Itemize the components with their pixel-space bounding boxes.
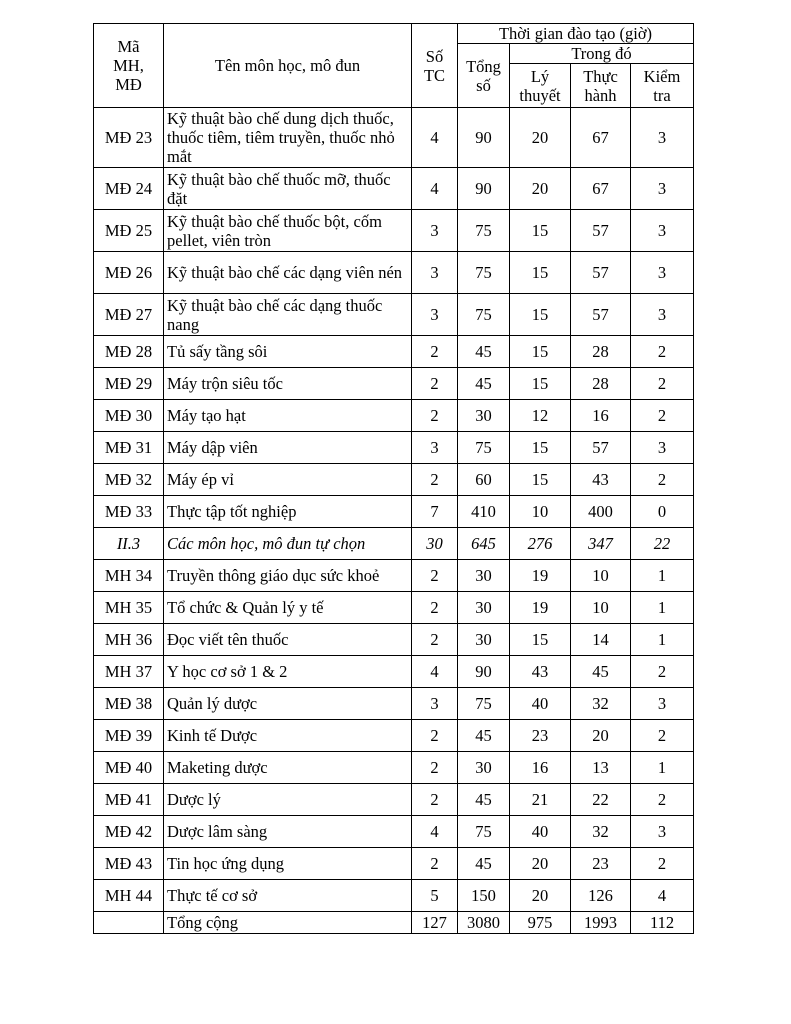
row-total: 30 <box>458 752 510 784</box>
row-exam: 2 <box>631 464 694 496</box>
row-theory: 20 <box>510 880 571 912</box>
row-practice: 57 <box>571 210 631 252</box>
table-header <box>94 24 694 108</box>
row-name: Quản lý dược <box>164 688 412 720</box>
row-practice: 22 <box>571 784 631 816</box>
row-code: MĐ 23 <box>94 108 164 168</box>
row-practice: 57 <box>571 252 631 294</box>
row-theory: 20 <box>510 108 571 168</box>
row-total: 45 <box>458 720 510 752</box>
row-practice: 32 <box>571 688 631 720</box>
table-row <box>94 880 694 912</box>
table-row <box>94 752 694 784</box>
row-total: 45 <box>458 784 510 816</box>
row-practice: 13 <box>571 752 631 784</box>
row-theory: 16 <box>510 752 571 784</box>
row-total: 75 <box>458 210 510 252</box>
row-code: MĐ 38 <box>94 688 164 720</box>
row-practice: 400 <box>571 496 631 528</box>
row-code <box>94 912 164 934</box>
row-theory: 40 <box>510 688 571 720</box>
row-theory: 21 <box>510 784 571 816</box>
row-total: 30 <box>458 400 510 432</box>
row-credits: 2 <box>412 752 458 784</box>
row-theory: 10 <box>510 496 571 528</box>
row-practice: 1993 <box>571 912 631 934</box>
table-row <box>94 464 694 496</box>
row-code: MĐ 30 <box>94 400 164 432</box>
row-practice: 28 <box>571 336 631 368</box>
row-theory: 43 <box>510 656 571 688</box>
row-exam: 3 <box>631 816 694 848</box>
row-code: MĐ 25 <box>94 210 164 252</box>
row-practice: 45 <box>571 656 631 688</box>
row-name: Kinh tế Dược <box>164 720 412 752</box>
row-total: 30 <box>458 560 510 592</box>
row-credits: 3 <box>412 252 458 294</box>
row-name: Máy ép vỉ <box>164 464 412 496</box>
row-theory: 19 <box>510 560 571 592</box>
row-code: MĐ 40 <box>94 752 164 784</box>
row-total: 45 <box>458 368 510 400</box>
row-total: 75 <box>458 294 510 336</box>
row-name: Dược lâm sàng <box>164 816 412 848</box>
row-credits: 3 <box>412 294 458 336</box>
row-credits: 4 <box>412 816 458 848</box>
row-code: MH 34 <box>94 560 164 592</box>
row-credits: 2 <box>412 368 458 400</box>
table-row <box>94 336 694 368</box>
row-code: MĐ 27 <box>94 294 164 336</box>
row-name: Tổ chức & Quản lý y tế <box>164 592 412 624</box>
row-exam: 0 <box>631 496 694 528</box>
table-row <box>94 560 694 592</box>
row-exam: 2 <box>631 848 694 880</box>
row-credits: 4 <box>412 168 458 210</box>
row-practice: 43 <box>571 464 631 496</box>
row-exam: 3 <box>631 688 694 720</box>
row-theory: 20 <box>510 848 571 880</box>
row-name: Kỹ thuật bào chế thuốc bột, cốm pellet, viên tròn <box>164 210 412 252</box>
table-row <box>94 432 694 464</box>
header-credits: Số TC <box>412 24 458 108</box>
row-credits: 2 <box>412 784 458 816</box>
table-row <box>94 848 694 880</box>
row-exam: 3 <box>631 168 694 210</box>
row-total: 45 <box>458 336 510 368</box>
row-exam: 2 <box>631 720 694 752</box>
table-row <box>94 368 694 400</box>
row-theory: 15 <box>510 368 571 400</box>
row-total: 60 <box>458 464 510 496</box>
row-credits: 2 <box>412 720 458 752</box>
table-row <box>94 400 694 432</box>
curriculum-table <box>93 23 694 934</box>
row-name: Máy dập viên <box>164 432 412 464</box>
row-credits: 30 <box>412 528 458 560</box>
header-breakdown: Trong đó <box>510 44 694 64</box>
table-row <box>94 168 694 210</box>
row-credits: 7 <box>412 496 458 528</box>
row-total: 45 <box>458 848 510 880</box>
row-code: MĐ 33 <box>94 496 164 528</box>
row-practice: 28 <box>571 368 631 400</box>
row-exam: 1 <box>631 624 694 656</box>
row-total: 30 <box>458 592 510 624</box>
row-practice: 57 <box>571 432 631 464</box>
row-code: MH 44 <box>94 880 164 912</box>
table-row <box>94 688 694 720</box>
row-code: MĐ 26 <box>94 252 164 294</box>
row-theory: 23 <box>510 720 571 752</box>
row-name: Thực tập tốt nghiệp <box>164 496 412 528</box>
row-exam: 112 <box>631 912 694 934</box>
row-exam: 2 <box>631 784 694 816</box>
row-practice: 67 <box>571 168 631 210</box>
row-theory: 40 <box>510 816 571 848</box>
row-total: 75 <box>458 816 510 848</box>
row-total: 645 <box>458 528 510 560</box>
row-exam: 2 <box>631 336 694 368</box>
row-name: Tổng cộng <box>164 912 412 934</box>
row-code: MĐ 43 <box>94 848 164 880</box>
row-credits: 2 <box>412 848 458 880</box>
row-practice: 20 <box>571 720 631 752</box>
row-theory: 19 <box>510 592 571 624</box>
row-exam: 1 <box>631 592 694 624</box>
row-exam: 3 <box>631 432 694 464</box>
row-credits: 2 <box>412 560 458 592</box>
row-exam: 3 <box>631 210 694 252</box>
row-name: Đọc viết tên thuốc <box>164 624 412 656</box>
table-row <box>94 496 694 528</box>
row-exam: 2 <box>631 656 694 688</box>
table-row <box>94 816 694 848</box>
table-row <box>94 210 694 252</box>
row-code: MH 37 <box>94 656 164 688</box>
row-total: 75 <box>458 432 510 464</box>
row-code: II.3 <box>94 528 164 560</box>
row-exam: 3 <box>631 108 694 168</box>
header-time: Thời gian đào tạo (giờ) <box>458 24 694 44</box>
row-exam: 3 <box>631 252 694 294</box>
row-credits: 2 <box>412 464 458 496</box>
row-exam: 2 <box>631 368 694 400</box>
row-exam: 3 <box>631 294 694 336</box>
row-practice: 67 <box>571 108 631 168</box>
row-theory: 975 <box>510 912 571 934</box>
row-credits: 127 <box>412 912 458 934</box>
row-total: 90 <box>458 168 510 210</box>
table-row <box>94 784 694 816</box>
table-row <box>94 528 694 560</box>
header-exam: Kiểm tra <box>631 64 694 108</box>
total-row <box>94 912 694 934</box>
row-credits: 2 <box>412 336 458 368</box>
row-name: Dược lý <box>164 784 412 816</box>
row-credits: 5 <box>412 880 458 912</box>
row-theory: 15 <box>510 432 571 464</box>
row-practice: 10 <box>571 560 631 592</box>
row-name: Tủ sấy tầng sôi <box>164 336 412 368</box>
row-credits: 2 <box>412 400 458 432</box>
row-credits: 4 <box>412 108 458 168</box>
row-name: Máy trộn siêu tốc <box>164 368 412 400</box>
row-exam: 2 <box>631 400 694 432</box>
row-code: MĐ 28 <box>94 336 164 368</box>
row-credits: 2 <box>412 624 458 656</box>
row-code: MĐ 41 <box>94 784 164 816</box>
row-exam: 1 <box>631 752 694 784</box>
row-name: Tin học ứng dụng <box>164 848 412 880</box>
row-name: Y học cơ sở 1 & 2 <box>164 656 412 688</box>
row-name: Truyền thông giáo dục sức khoẻ <box>164 560 412 592</box>
row-name: Máy tạo hạt <box>164 400 412 432</box>
row-theory: 15 <box>510 624 571 656</box>
row-practice: 10 <box>571 592 631 624</box>
table-row <box>94 108 694 168</box>
row-practice: 16 <box>571 400 631 432</box>
row-credits: 2 <box>412 592 458 624</box>
row-credits: 4 <box>412 656 458 688</box>
header-name: Tên môn học, mô đun <box>164 24 412 108</box>
row-code: MĐ 42 <box>94 816 164 848</box>
row-code: MH 35 <box>94 592 164 624</box>
table-row <box>94 252 694 294</box>
header-practice: Thực hành <box>571 64 631 108</box>
row-theory: 15 <box>510 464 571 496</box>
row-code: MĐ 31 <box>94 432 164 464</box>
header-total: Tổng số <box>458 44 510 108</box>
row-theory: 15 <box>510 210 571 252</box>
row-credits: 3 <box>412 432 458 464</box>
row-practice: 126 <box>571 880 631 912</box>
row-name: Kỹ thuật bào chế thuốc mỡ, thuốc đặt <box>164 168 412 210</box>
header-theory: Lý thuyết <box>510 64 571 108</box>
row-practice: 57 <box>571 294 631 336</box>
row-practice: 23 <box>571 848 631 880</box>
row-name: Maketing dược <box>164 752 412 784</box>
row-name: Kỹ thuật bào chế các dạng viên nén <box>164 252 412 294</box>
table-row <box>94 720 694 752</box>
header-code: Mã MH, MĐ <box>94 24 164 108</box>
row-total: 150 <box>458 880 510 912</box>
row-code: MĐ 32 <box>94 464 164 496</box>
table-row <box>94 592 694 624</box>
table-row <box>94 294 694 336</box>
table-row <box>94 656 694 688</box>
row-total: 410 <box>458 496 510 528</box>
row-theory: 15 <box>510 252 571 294</box>
row-name: Thực tế cơ sở <box>164 880 412 912</box>
row-practice: 32 <box>571 816 631 848</box>
table-row <box>94 624 694 656</box>
row-name: Các môn học, mô đun tự chọn <box>164 528 412 560</box>
row-theory: 15 <box>510 294 571 336</box>
row-total: 75 <box>458 688 510 720</box>
row-credits: 3 <box>412 210 458 252</box>
row-name: Kỹ thuật bào chế các dạng thuốc nang <box>164 294 412 336</box>
row-theory: 12 <box>510 400 571 432</box>
row-code: MĐ 39 <box>94 720 164 752</box>
row-theory: 276 <box>510 528 571 560</box>
row-exam: 1 <box>631 560 694 592</box>
row-exam: 22 <box>631 528 694 560</box>
row-practice: 347 <box>571 528 631 560</box>
row-code: MĐ 24 <box>94 168 164 210</box>
row-total: 3080 <box>458 912 510 934</box>
row-exam: 4 <box>631 880 694 912</box>
table-body <box>94 108 694 934</box>
row-total: 75 <box>458 252 510 294</box>
row-theory: 20 <box>510 168 571 210</box>
row-total: 90 <box>458 656 510 688</box>
row-code: MĐ 29 <box>94 368 164 400</box>
row-total: 30 <box>458 624 510 656</box>
row-code: MH 36 <box>94 624 164 656</box>
row-credits: 3 <box>412 688 458 720</box>
row-name: Kỹ thuật bào chế dung dịch thuốc, thuốc tiêm, tiêm truyền, thuốc nhỏ mắt <box>164 108 412 168</box>
row-total: 90 <box>458 108 510 168</box>
row-theory: 15 <box>510 336 571 368</box>
row-practice: 14 <box>571 624 631 656</box>
